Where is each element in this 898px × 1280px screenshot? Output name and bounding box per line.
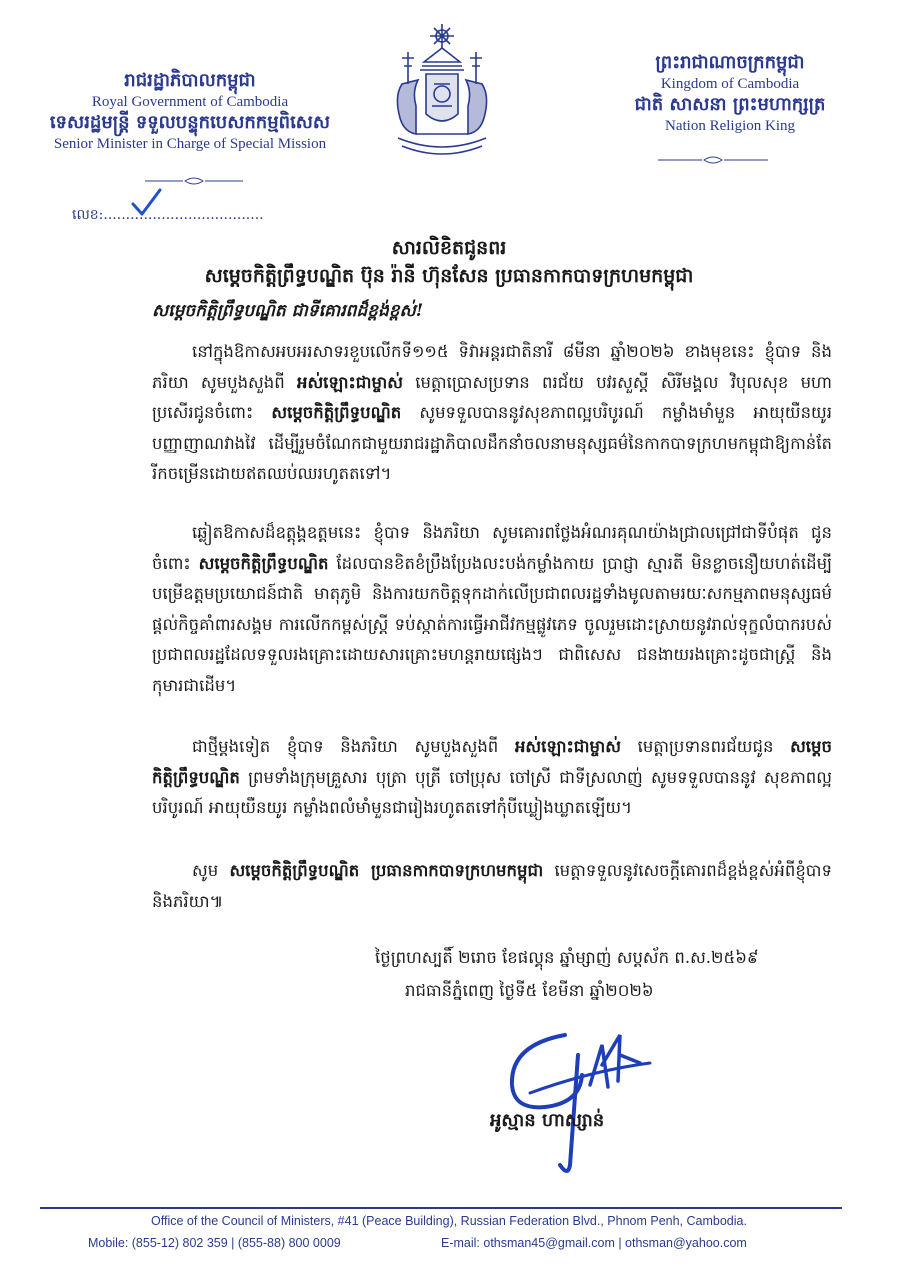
government-name-kh: រាជរដ្ឋាភិបាលកម្ពុជា (124, 70, 256, 91)
p4-text-c: មេត្តាទទួលនូវសេចក្តីគោរពដ៏ខ្ពង់ខ្ពស់អំពីខ្ញុំបាទ និងភរិយា៕ (152, 861, 832, 911)
p4-text-a: សូម (192, 861, 219, 880)
footer-divider (40, 1207, 842, 1209)
left-header (40, 70, 340, 154)
reference-dots: .................................... (103, 207, 264, 223)
p1-text-c: មេត្តាប្រោសប្រទាន ពរជ័យ បវរសួស្តី សិរីមង្គល វិបុលសុខ មហាប្រសើរជូនចំពោះ (152, 372, 832, 422)
footer-contacts (88, 1236, 808, 1250)
p3-text-e: ព្រមទាំងក្រុមគ្រួសារ បុត្រា បុត្រី ចៅប្រុស ចៅស្រី ជាទីស្រលាញ់ សូមទទួលបាននូវ សុខភាពល្អបរិបូរណ៍ អាយុយឺនយូរ កម្លាំងពលំមាំមួនជារៀងរហូតតទៅកុំបីឃ្លៀងឃ្លាតឡើយ។ (152, 767, 832, 817)
footer-email: E-mail: othsman45@gmail.com | othsman@yahoo.com (441, 1236, 747, 1250)
p2-text-a: ឆ្លៀតឱកាសដ៏ឧត្តុង្គឧត្តមនេះ ខ្ញុំបាទ និងភរិយា សូមគោរពថ្លែងអំណរគុណយ៉ាងជ្រាលជ្រៅជាទីបំផុត ជូនចំពោះ (152, 523, 832, 573)
footer-mobile: Mobile: (855-12) 802 359 | (855-88) 800 0009 (88, 1236, 341, 1250)
check-mark-icon (130, 188, 162, 218)
royal-emblem-icon (372, 22, 512, 162)
p1-text-e: សូមទទួលបាននូវសុខភាពល្អបរិបូរណ៍ កម្លាំងមាំមួន អាយុយឺនយូរ បញ្ញាញាណវាងវៃ ដើម្បីរួមចំណែកជាមួយរាជរដ្ឋាភិបាលដឹកនាំចលនាមនុស្សធម៌នៃកាកបាទក្រហមកម្ពុជាឱ្យកាន់តែរីកចម្រើនដោយឥតឈប់ឈរហូតតទៅ។ (152, 403, 832, 483)
place-date-line: រាជធានីភ្នំពេញ ថ្ងៃទី៥ ខែមីនា ឆ្នាំ២០២៦ (405, 981, 654, 1000)
ornament-divider-right (658, 155, 768, 165)
motto-en: Nation Religion King (665, 118, 795, 134)
reference-number (72, 205, 264, 226)
p3-text-a: ជាថ្មីម្តងទៀត ខ្ញុំបាទ និងភរិយា សូមបួងសួងពី (192, 737, 499, 756)
p2-emphasis-title: សម្តេចកិត្តិព្រឹទ្ធបណ្ឌិត (198, 553, 329, 573)
p3-emphasis-god: អស់ឡោះជាម្ចាស់ (514, 737, 621, 756)
office-name-kh: ទេសរដ្ឋមន្ត្រី ទទួលបន្ទុកបេសកកម្មពិសេស (49, 112, 331, 133)
p3-text-c: មេត្តាប្រទានពរជ័យជូន (637, 737, 774, 756)
p1-emphasis-title: សម្តេចកិត្តិព្រឹទ្ធបណ្ឌិត (271, 403, 402, 422)
p3-emphasis-title: សម្តេចកិត្តិព្រឹទ្ធបណ្ឌិត (152, 737, 832, 787)
paragraph-3 (152, 732, 832, 824)
handwritten-signature (470, 1015, 660, 1180)
p2-text-c: ដែលបានខិតខំប្រឹងប្រែងលះបង់កម្លាំងកាយ ប្រាជ្ញា ស្មារតី មិនខ្លាចនឿយហត់ដើម្បីបម្រើឧត្តមប្រយោជន៍ជាតិ មាតុភូមិ និងការយកចិត្តទុកដាក់លើប្រជាពលរដ្ឋទាំងមូលតាមរយៈសកម្មភាពមនុស្សធម៌ ផ្តល់កិច្ចគាំពារសង្គម ការលើកកម្ពស់ស្ត្រី ទប់ស្កាត់ការធ្វើអាជីវកម្មផ្លូវភេទ ចូលរួមដោះស្រាយនូវរាល់ទុក្ខលំបាករបស់ប្រជាពលរដ្ឋដែលទទួលរងគ្រោះដោយសារគ្រោះមហន្តរាយផ្សេងៗ ជាពិសេស ជនងាយរងគ្រោះដូចជាស្ត្រី និងកុមារជាដើម។ (152, 553, 833, 695)
paragraph-4 (152, 856, 832, 917)
right-header (600, 52, 860, 136)
p4-emphasis-title: សម្តេចកិត្តិព្រឹទ្ធបណ្ឌិត ប្រធានកាកបាទក្រហមកម្ពុជា (229, 861, 544, 880)
footer-address: Office of the Council of Ministers, #41 (Peace Building), Russian Federation Blvd., Phnom Penh, Cambodia. (151, 1214, 747, 1228)
p1-emphasis-god: អស់ឡោះជាម្ចាស់ (296, 372, 403, 392)
letter-subtitle: សម្តេចកិត្តិព្រឹទ្ធបណ្ឌិត ប៊ុន រ៉ានី ហ៊ុនសែន ប្រធានកាកបាទក្រហមកម្ពុជា (204, 265, 694, 287)
reference-label: លេខ: (72, 207, 104, 223)
lunar-date-line: ថ្ងៃព្រហស្បតិ៍ ២រោច ខែផល្គុន ឆ្នាំម្សាញ់ សប្តស័ក ព.ស.២៥៦៩ (375, 948, 759, 967)
kingdom-name-en: Kingdom of Cambodia (660, 76, 800, 92)
signer-name: អូស្មាន ហាស្សាន់ (490, 1110, 605, 1131)
salutation: សម្តេចកិត្តិព្រឹទ្ធបណ្ឌិត ជាទីគោរពដ៏ខ្ពង់ខ្ពស់! (152, 301, 424, 321)
government-name-en: Royal Government of Cambodia (91, 94, 289, 110)
p1-text-a: នៅក្នុងឱកាសអបអរសាទរខួបលើកទី១១៥ ទិវាអន្តរជាតិនារី ៨មីនា ឆ្នាំ២០២៦ ខាងមុខនេះ ខ្ញុំបាទ និងភរិយា សូមបួងសួងពី (152, 342, 832, 392)
paragraph-2 (152, 518, 832, 701)
motto-kh: ជាតិ សាសនា ព្រះមហាក្សត្រ (634, 94, 826, 115)
paragraph-1 (152, 337, 832, 490)
office-name-en: Senior Minister in Charge of Special Mission (53, 136, 327, 152)
kingdom-name-kh: ព្រះរាជាណាចក្រកម្ពុជា (655, 52, 805, 73)
letter-title: សារលិខិតជូនពរ (391, 237, 507, 259)
ornament-divider-left (145, 176, 243, 186)
